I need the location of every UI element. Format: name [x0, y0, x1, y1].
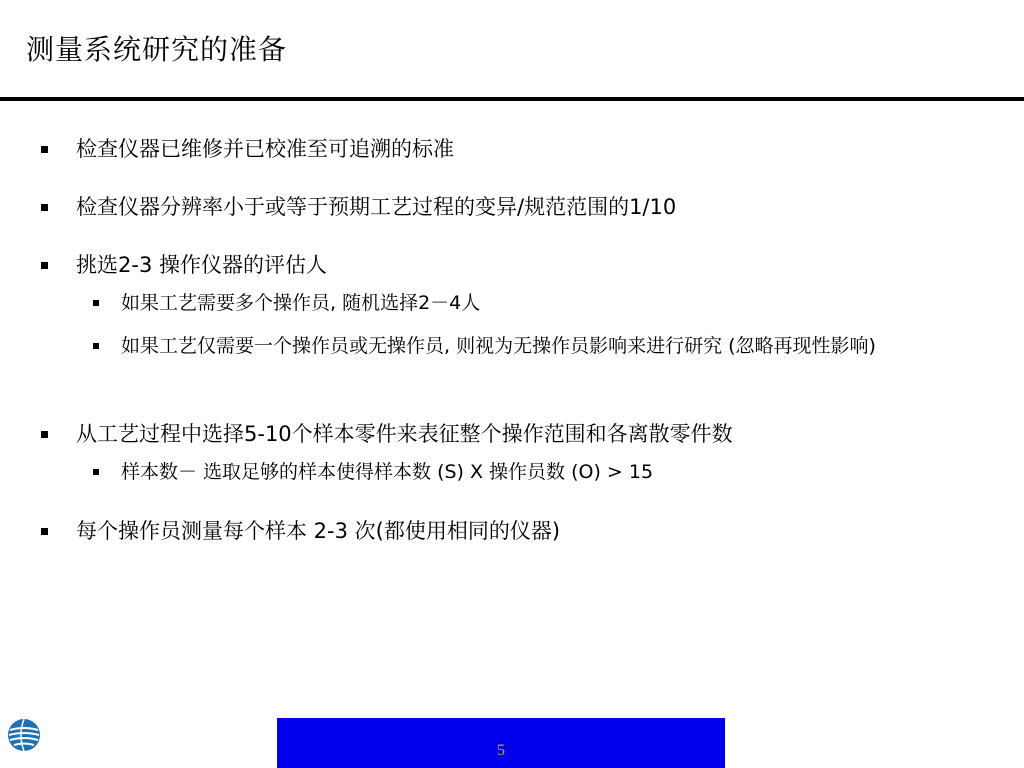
bullet-item [41, 419, 733, 449]
sub-bullet-item [93, 459, 971, 486]
bullet-marker [41, 146, 48, 153]
bullet-item [41, 516, 560, 546]
bullet-text: 检查仪器分辨率小于或等于预期工艺过程的变异/规范范围的1/10 [76, 195, 677, 219]
globe-logo-icon [6, 717, 42, 753]
bullet-marker [41, 262, 48, 269]
bullet-text: 检查仪器已维修并已校准至可追溯的标准 [76, 137, 454, 161]
page-title: 测量系统研究的准备 [26, 33, 288, 66]
sub-bullet-item [93, 333, 971, 360]
bullet-item [41, 250, 327, 280]
sub-bullet-text: 样本数－ 选取足够的样本使得样本数 (S) X 操作员数 (O) > 15 [121, 461, 654, 483]
bullet-text: 从工艺过程中选择5-10个样本零件来表征整个操作范围和各离散零件数 [76, 422, 733, 446]
sub-bullet-item [93, 290, 971, 317]
bullet-marker [41, 431, 48, 438]
sub-bullet-marker [93, 300, 99, 306]
bullet-item [41, 134, 454, 164]
bullet-item [41, 192, 676, 222]
sub-bullet-text: 如果工艺仅需要一个操作员或无操作员, 则视为无操作员影响来进行研究 (忽略再现性影响) [121, 335, 876, 357]
sub-bullet-text: 如果工艺需要多个操作员, 随机选择2－4人 [121, 292, 481, 314]
bullet-marker [41, 204, 48, 211]
sub-bullet-marker [93, 469, 99, 475]
sub-bullet-marker [93, 343, 99, 349]
bullet-text: 每个操作员测量每个样本 2-3 次(都使用相同的仪器) [76, 519, 561, 543]
page-number: 5 [497, 742, 505, 759]
bullet-marker [41, 528, 48, 535]
bullet-text: 挑选2-3 操作仪器的评估人 [76, 253, 327, 277]
